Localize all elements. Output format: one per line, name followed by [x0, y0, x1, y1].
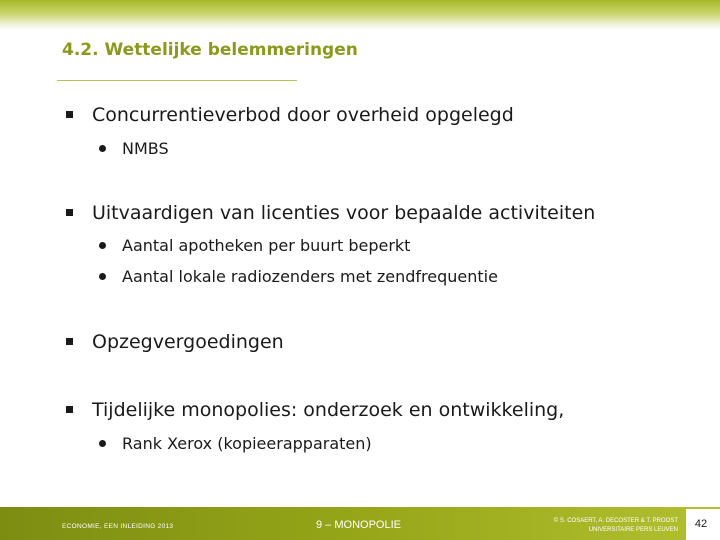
round-bullet-icon: [99, 145, 106, 152]
footer-copyright-publisher: UNIVERSITAIRE PERS LEUVEN: [588, 527, 678, 533]
round-bullet-icon: [99, 440, 106, 447]
bullet-text: Tijdelijke monopolies: onderzoek en ontwikkeling,: [92, 399, 565, 421]
square-bullet-icon: [66, 111, 73, 118]
bullet-text: Uitvaardigen van licenties voor bepaalde activiteiten: [92, 202, 596, 224]
bullet-text: Opzegvergoedingen: [92, 331, 284, 353]
bullet-text: Concurrentieverbod door overheid opgelegd: [92, 104, 514, 126]
footer-bar: [0, 507, 720, 540]
page-number-box: [686, 509, 720, 540]
footer-copyright-authors: © S. COSAERT, A. DECOSTER & T. PROOST: [553, 518, 678, 524]
square-bullet-icon: [66, 406, 73, 413]
sub-bullet-text: Aantal lokale radiozenders met zendfrequentie: [122, 267, 498, 286]
square-bullet-icon: [66, 338, 73, 345]
sub-bullet-text: Rank Xerox (kopieerapparaten): [122, 434, 372, 453]
slide-title: 4.2. Wettelijke belemmeringen: [62, 40, 358, 60]
footer-copyright: [536, 517, 678, 535]
square-bullet-icon: [66, 209, 73, 216]
round-bullet-icon: [99, 273, 106, 280]
header-gradient-bar: [0, 0, 720, 30]
sub-bullet-text: Aantal apotheken per buurt beperkt: [122, 236, 411, 255]
page-number: 42: [694, 518, 708, 530]
title-underline: [57, 80, 297, 81]
footer-course-title: ECONOMIE, EEN INLEIDING 2013: [62, 523, 174, 530]
sub-bullet-text: NMBS: [122, 139, 169, 158]
footer-chapter: 9 – MONOPOLIE: [316, 519, 401, 531]
round-bullet-icon: [99, 242, 106, 249]
